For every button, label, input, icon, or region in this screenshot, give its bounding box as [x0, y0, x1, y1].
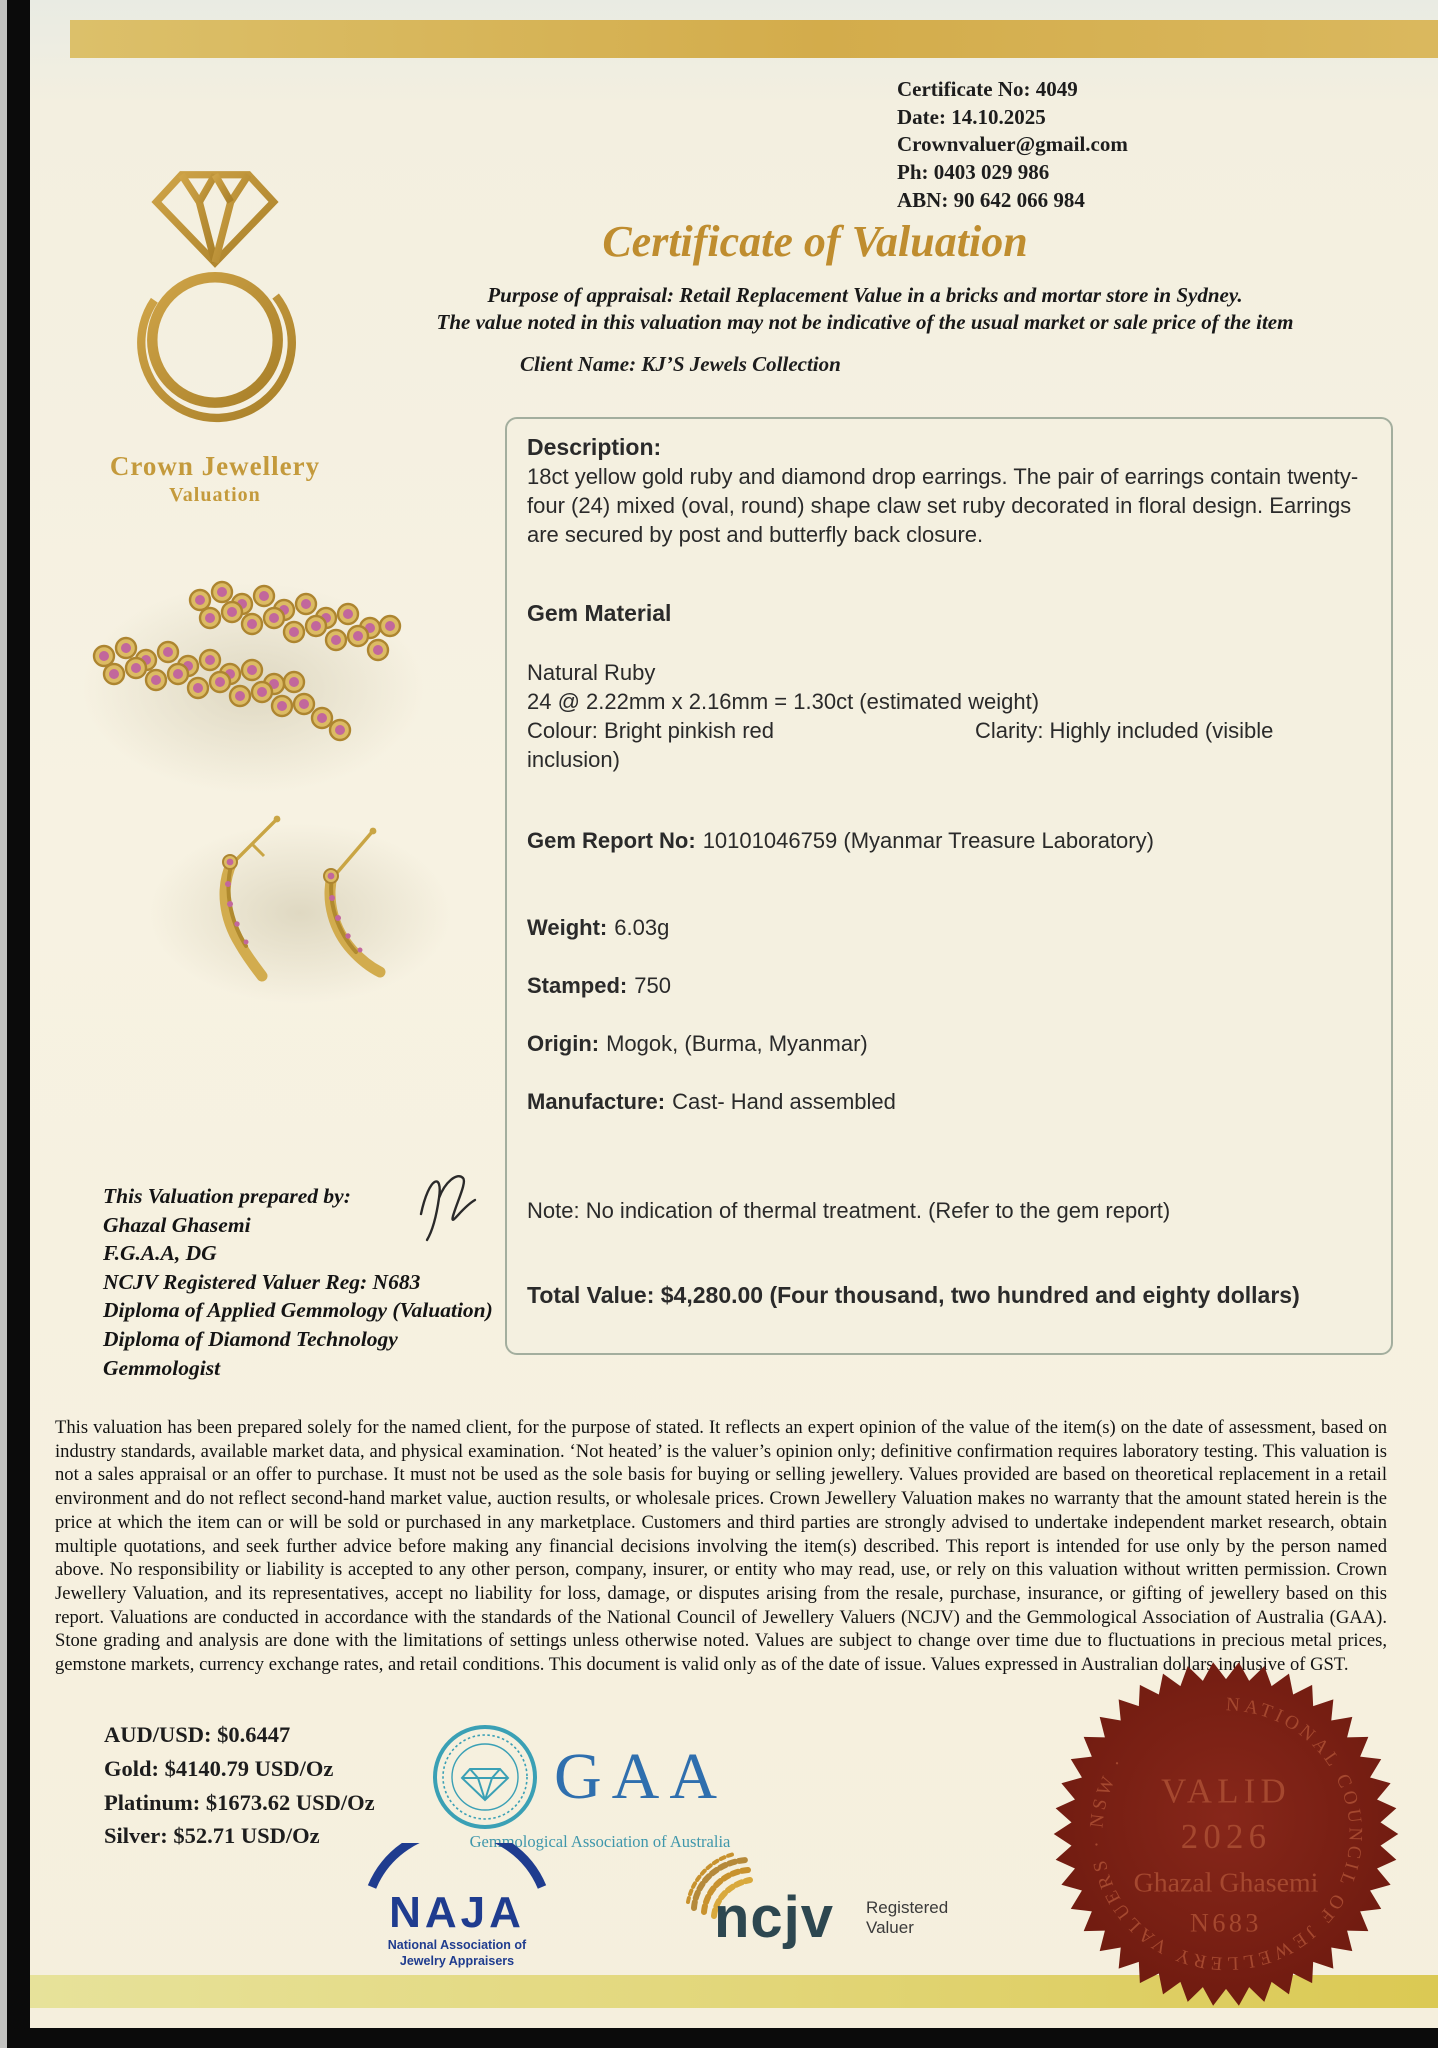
stamped-row	[527, 971, 1371, 1000]
gaa-subtitle: Gemmological Association of Australia	[469, 1832, 731, 1851]
contact-email: Crownvaluer@gmail.com	[897, 132, 1128, 157]
stamped-label: Stamped:	[527, 973, 628, 998]
earrings-photo-top	[78, 568, 423, 793]
manufacture-row	[527, 1087, 1371, 1116]
gem-material-type: Natural Ruby	[527, 660, 656, 685]
ncjv-tagline-2: Valuer	[866, 1918, 914, 1938]
gem-colour-clarity-row	[527, 716, 1371, 745]
ncjv-logo	[676, 1846, 956, 1976]
seal-year: 2026	[1180, 1816, 1272, 1856]
seal-valid-label: VALID	[1161, 1771, 1291, 1811]
ring-diamond-icon	[100, 150, 330, 440]
origin-value: Mogok, (Burma, Myanmar)	[606, 1031, 868, 1056]
stamped-value: 750	[634, 973, 671, 998]
naja-arc-icon	[362, 1843, 552, 1889]
earrings-photo-side	[140, 798, 450, 1008]
gem-report-label: Gem Report No:	[527, 828, 696, 853]
manufacture-value: Cast- Hand assembled	[672, 1089, 896, 1114]
gold-bar-top	[70, 20, 1438, 58]
naja-subtitle-2: Jewelry Appraisers	[399, 1953, 515, 1968]
description-heading: Description:	[527, 434, 662, 460]
naja-acronym: NAJA	[389, 1888, 525, 1937]
gem-clarity: Clarity: Highly included (visible	[975, 718, 1274, 743]
valuer-diploma-1: Diploma of Applied Gemmology (Valuation)	[103, 1298, 493, 1323]
valuer-signature	[413, 1168, 493, 1246]
treatment-note: Note: No indication of thermal treatment. (Refer to the gem report)	[527, 1198, 1171, 1223]
scan-edge-gray	[0, 0, 7, 2048]
contact-phone: Ph: 0403 029 986	[897, 160, 1050, 185]
metal-rates-block	[104, 1718, 375, 1853]
header-contact-block	[897, 76, 1128, 215]
naja-subtitle-1: National Association of	[387, 1938, 527, 1952]
gem-colour: Colour: Bright pinkish red	[527, 718, 775, 743]
rate-platinum: Platinum: $1673.62 USD/Oz	[104, 1789, 375, 1815]
gem-clarity-continued: inclusion)	[527, 747, 620, 772]
seal-registration-number: N683	[1190, 1908, 1262, 1938]
seal-ring-text: NATIONAL COUNCIL OF JEWELLERY VALUERS · NSW ·	[1086, 1694, 1366, 1974]
origin-label: Origin:	[527, 1031, 600, 1056]
gaa-logo	[430, 1722, 770, 1852]
brand-subtitle: Valuation	[169, 484, 261, 506]
certificate-date: Date: 14.10.2025	[897, 104, 1046, 129]
ncjv-tagline-1: Registered	[866, 1898, 949, 1917]
purpose-line-2: The value noted in this valuation may not be indicative of the usual market or sale price of the item	[436, 310, 1294, 335]
valuer-registration: NCJV Registered Valuer Reg: N683	[103, 1269, 421, 1294]
prepared-by-label: This Valuation prepared by:	[103, 1184, 351, 1208]
manufacture-label: Manufacture:	[527, 1089, 666, 1114]
scan-edge-black-left	[7, 0, 30, 2048]
weight-label: Weight:	[527, 915, 608, 940]
abn-number: ABN: 90 642 066 984	[897, 187, 1085, 212]
valuer-block	[103, 1182, 543, 1382]
weight-value: 6.03g	[614, 915, 670, 940]
valuer-credentials: F.G.A.A, DG	[103, 1241, 217, 1266]
valuer-title: Gemmologist	[103, 1355, 221, 1380]
naja-logo	[352, 1843, 562, 1969]
rate-silver: Silver: $52.71 USD/Oz	[104, 1823, 320, 1849]
purpose-line-1: Purpose of appraisal: Retail Replacement Value in a bricks and mortar store in Sydney.	[487, 283, 1243, 307]
gem-material-measurements: 24 @ 2.22mm x 2.16mm = 1.30ct (estimated weight)	[527, 689, 1040, 714]
page-title: Certificate of Valuation	[602, 217, 1028, 266]
gem-material-heading: Gem Material	[527, 600, 672, 626]
gem-report-value: 10101046759 (Myanmar Treasure Laboratory)	[702, 828, 1154, 853]
gaa-badge-icon	[430, 1722, 540, 1832]
scan-edge-black-bottom	[7, 2028, 1438, 2048]
valuer-name: Ghazal Ghasemi	[103, 1212, 251, 1237]
client-name: Client Name: KJ’S Jewels Collection	[520, 352, 841, 376]
disclaimer-text: This valuation has been prepared solely for the named client, for the purpose of stated. It reflects an expert opinion of the value of the item(s) on the date of assessment, based on industry standards, available market data, and physical examination. ‘Not heated’ is the valuer’s opinion only; definitive confirmation requires laboratory testing. This valuation is not a sales appraisal or an offer to purchase. It must not be used as the sole basis for buying or selling jewellery. Values provided are based on theoretical replacement in a retail environment and do not reflect second-hand market value, auction results, or wholesale prices. Crown Jewellery Valuation makes no warranty that the amount stated herein is the price at which the item can or will be sold or purchased in any marketplace. Customers and third parties are strongly advised to undertake independent market research, obtain multiple quotations, and seek further advice before making any financial decisions involving the item(s) described. This report is intended for use only by the person named above. No responsibility or liability is accepted to any other person, company, insurer, or entity who may read, use, or rely on this valuation without written permission. Crown Jewellery Valuation, and its representatives, accept no liability for loss, damage, or disputes arising from the resale, purchase, insurance, or gifting of jewellery based on this report. Valuations are conducted in accordance with the standards of the National Council of Jewellery Valuers (NCJV) and the Gemmological Association of Australia (GAA). Stone grading and analysis are done with the limitations of settings unless otherwise noted. Values are subject to change over time due to fluctuations in precious metal prices, gemstone markets, currency exchange rates, and retail conditions. This document is valid only as of the date of issue. Values expressed in Australian dollars inclusive of GST.	[55, 1417, 1387, 1676]
brand-name: Crown Jewellery	[109, 451, 321, 481]
purpose-statement	[350, 282, 1380, 337]
rate-aud-usd: AUD/USD: $0.6447	[104, 1722, 291, 1747]
origin-row	[527, 1029, 1371, 1058]
ncjv-acronym: ncjv	[714, 1885, 835, 1950]
ncjv-valuer-seal	[1052, 1660, 1400, 2008]
seal-valuer-name: Ghazal Ghasemi	[1133, 1867, 1319, 1899]
certificate-number: Certificate No: 4049	[897, 77, 1078, 101]
brand-logo	[65, 150, 365, 507]
gaa-acronym: GAA	[554, 1740, 727, 1813]
valuation-details-box	[505, 417, 1393, 1355]
rate-gold: Gold: $4140.79 USD/Oz	[104, 1755, 334, 1781]
total-value: Total Value: $4,280.00 (Four thousand, two hundred and eighty dollars)	[527, 1282, 1300, 1308]
gem-report-row	[527, 826, 1371, 855]
description-body: 18ct yellow gold ruby and diamond drop earrings. The pair of earrings contain twenty-four (24) mixed (oval, round) shape claw set ruby decorated in floral design. Earrings are secured by post and butterfly back closure.	[527, 464, 1359, 547]
weight-row	[527, 913, 1371, 942]
valuer-diploma-2: Diploma of Diamond Technology	[103, 1326, 398, 1351]
